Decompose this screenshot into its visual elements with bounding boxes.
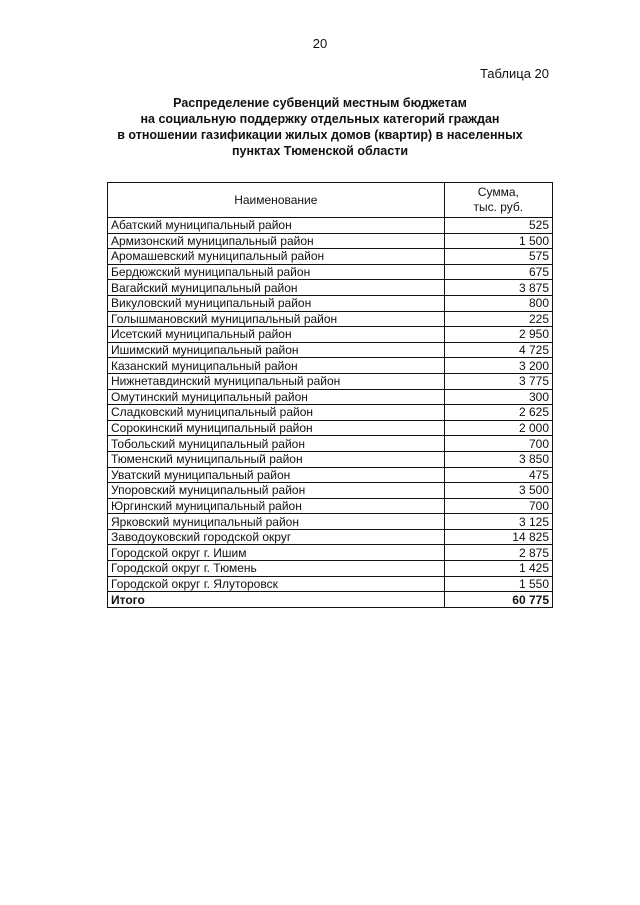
table-row <box>108 249 553 265</box>
row-amount: 3 850 <box>444 451 552 467</box>
header-name: Наименование <box>108 183 445 218</box>
row-name: Аромашевский муниципальный район <box>108 249 445 265</box>
table-row <box>108 264 553 280</box>
table-row <box>108 498 553 514</box>
table-row <box>108 405 553 421</box>
row-amount: 3 500 <box>444 483 552 499</box>
row-amount: 575 <box>444 249 552 265</box>
row-amount: 2 875 <box>444 545 552 561</box>
table-row <box>108 373 553 389</box>
table-row <box>108 561 553 577</box>
header-sum <box>444 183 552 218</box>
table-row <box>108 233 553 249</box>
row-name: Омутинский муниципальный район <box>108 389 445 405</box>
row-name: Юргинский муниципальный район <box>108 498 445 514</box>
table-row <box>108 420 553 436</box>
title-line: Распределение субвенций местным бюджетам <box>173 96 467 110</box>
row-name: Городской округ г. Ялуторовск <box>108 576 445 592</box>
row-name: Нижнетавдинский муниципальный район <box>108 373 445 389</box>
title-line: на социальную поддержку отдельных категорий граждан <box>140 112 500 126</box>
table-row <box>108 389 553 405</box>
row-name: Городской округ г. Ишим <box>108 545 445 561</box>
table-row <box>108 451 553 467</box>
row-amount: 225 <box>444 311 552 327</box>
table-row <box>108 280 553 296</box>
row-name: Ярковский муниципальный район <box>108 514 445 530</box>
total-row <box>108 592 553 608</box>
title-line: в отношении газификации жилых домов (квартир) в населенных <box>117 128 523 142</box>
row-amount: 700 <box>444 498 552 514</box>
row-amount: 3 775 <box>444 373 552 389</box>
table-header-row <box>108 183 553 218</box>
subsidy-table <box>107 182 553 608</box>
total-amount: 60 775 <box>444 592 552 608</box>
total-label: Итого <box>108 592 445 608</box>
row-amount: 475 <box>444 467 552 483</box>
table-row <box>108 529 553 545</box>
table-row <box>108 483 553 499</box>
row-name: Бердюжский муниципальный район <box>108 264 445 280</box>
header-sum-line: Сумма, <box>477 185 519 199</box>
row-amount: 675 <box>444 264 552 280</box>
row-name: Тюменский муниципальный район <box>108 451 445 467</box>
row-name: Вагайский муниципальный район <box>108 280 445 296</box>
row-amount: 1 550 <box>444 576 552 592</box>
page-number: 20 <box>312 36 328 51</box>
row-name: Армизонский муниципальный район <box>108 233 445 249</box>
row-name: Викуловский муниципальный район <box>108 295 445 311</box>
row-amount: 800 <box>444 295 552 311</box>
row-amount: 3 875 <box>444 280 552 296</box>
row-name: Тобольский муниципальный район <box>108 436 445 452</box>
row-amount: 3 125 <box>444 514 552 530</box>
table-row <box>108 545 553 561</box>
table-row <box>108 467 553 483</box>
row-name: Заводоуковский городской округ <box>108 529 445 545</box>
row-amount: 525 <box>444 218 552 234</box>
row-name: Ишимский муниципальный район <box>108 342 445 358</box>
table-body <box>108 218 553 592</box>
row-name: Уватский муниципальный район <box>108 467 445 483</box>
table-row <box>108 295 553 311</box>
table-row <box>108 514 553 530</box>
table-row <box>108 358 553 374</box>
row-amount: 700 <box>444 436 552 452</box>
row-name: Городской округ г. Тюмень <box>108 561 445 577</box>
table-row <box>108 436 553 452</box>
row-amount: 3 200 <box>444 358 552 374</box>
title-line: пунктах Тюменской области <box>231 144 409 158</box>
row-amount: 14 825 <box>444 529 552 545</box>
table-row <box>108 342 553 358</box>
row-name: Упоровский муниципальный район <box>108 483 445 499</box>
row-name: Сладковский муниципальный район <box>108 405 445 421</box>
row-amount: 300 <box>444 389 552 405</box>
row-amount: 1 500 <box>444 233 552 249</box>
row-name: Казанский муниципальный район <box>108 358 445 374</box>
row-amount: 2 950 <box>444 327 552 343</box>
row-name: Абатский муниципальный район <box>108 218 445 234</box>
document-title <box>100 95 540 159</box>
table-row <box>108 218 553 234</box>
row-amount: 4 725 <box>444 342 552 358</box>
table-row <box>108 576 553 592</box>
header-sum-line: тыс. руб. <box>473 200 524 214</box>
table-row <box>108 311 553 327</box>
table-row <box>108 327 553 343</box>
row-amount: 2 000 <box>444 420 552 436</box>
row-name: Голышмановский муниципальный район <box>108 311 445 327</box>
row-name: Сорокинский муниципальный район <box>108 420 445 436</box>
table-label: Таблица 20 <box>479 66 549 81</box>
row-amount: 1 425 <box>444 561 552 577</box>
row-name: Исетский муниципальный район <box>108 327 445 343</box>
row-amount: 2 625 <box>444 405 552 421</box>
